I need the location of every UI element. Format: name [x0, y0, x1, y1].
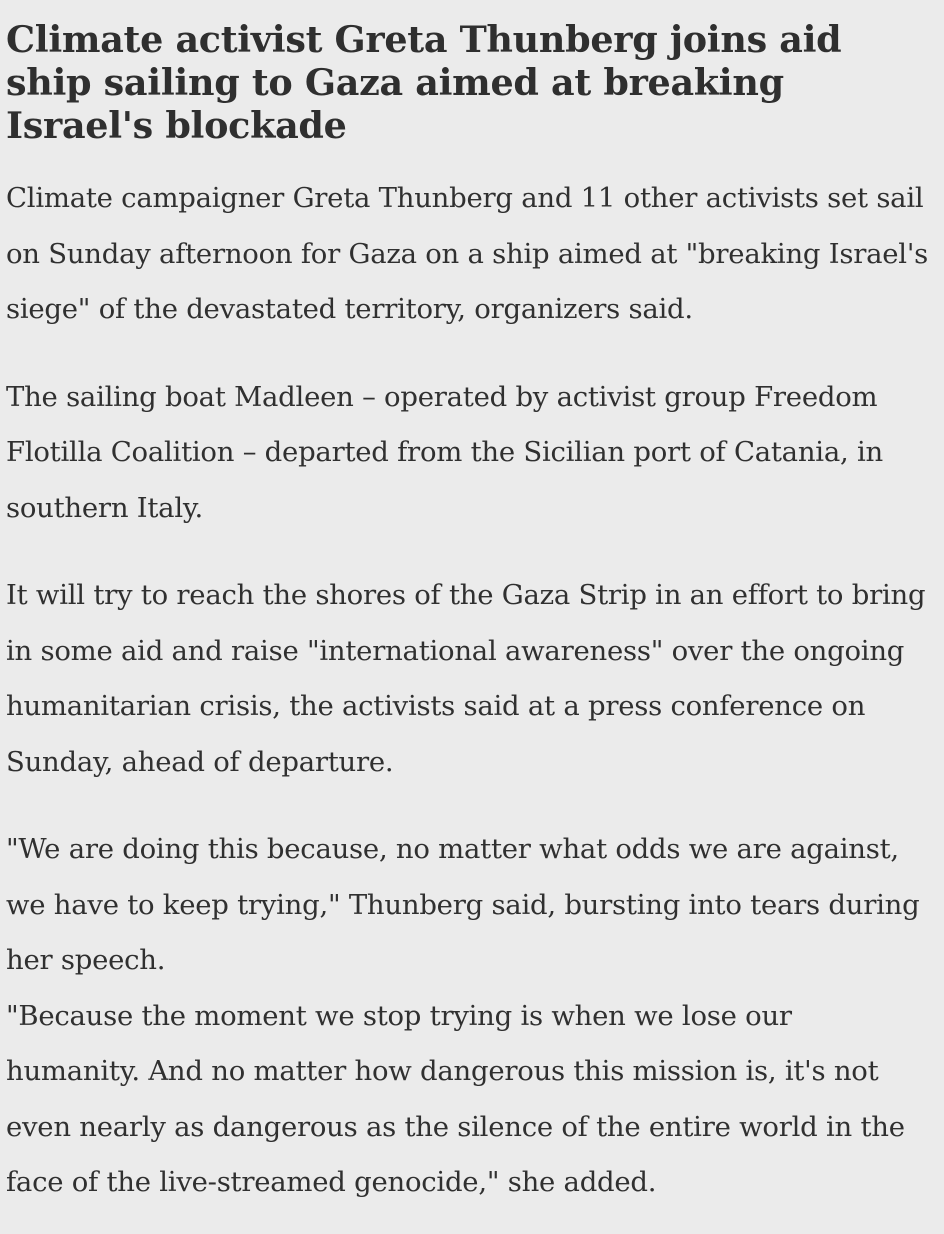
article-paragraph: "Because the moment we stop trying is when we lose our humanity. And no matter how dangerous this mission is, it's not even nearly as dangerous as the silence of the entire world in the face of the live-streamed genocide," she added.	[6, 999, 905, 1198]
article-paragraph: It will try to reach the shores of the Gaza Strip in an effort to bring in some aid and raise "international awareness" over the ongoing humanitarian crisis, the activists said at a press conference on Sunday, ahead of departure.	[6, 579, 926, 778]
article-headline: Climate activist Greta Thunberg joins aid ship sailing to Gaza aimed at breaking Israel's blockade	[6, 18, 842, 147]
article-paragraph: The sailing boat Madleen – operated by activist group Freedom Flotilla Coalition – departed from the Sicilian port of Catania, in southern Italy.	[6, 380, 883, 524]
article-paragraph: "We are doing this because, no matter what odds we are against, we have to keep trying," Thunberg said, bursting into tears during her speech.	[6, 833, 920, 976]
article-paragraph: Climate campaigner Greta Thunberg and 11 other activists set sail on Sunday afternoon for Gaza on a ship aimed at "breaking Israel's siege" of the devastated territory, organizers said.	[6, 182, 929, 325]
